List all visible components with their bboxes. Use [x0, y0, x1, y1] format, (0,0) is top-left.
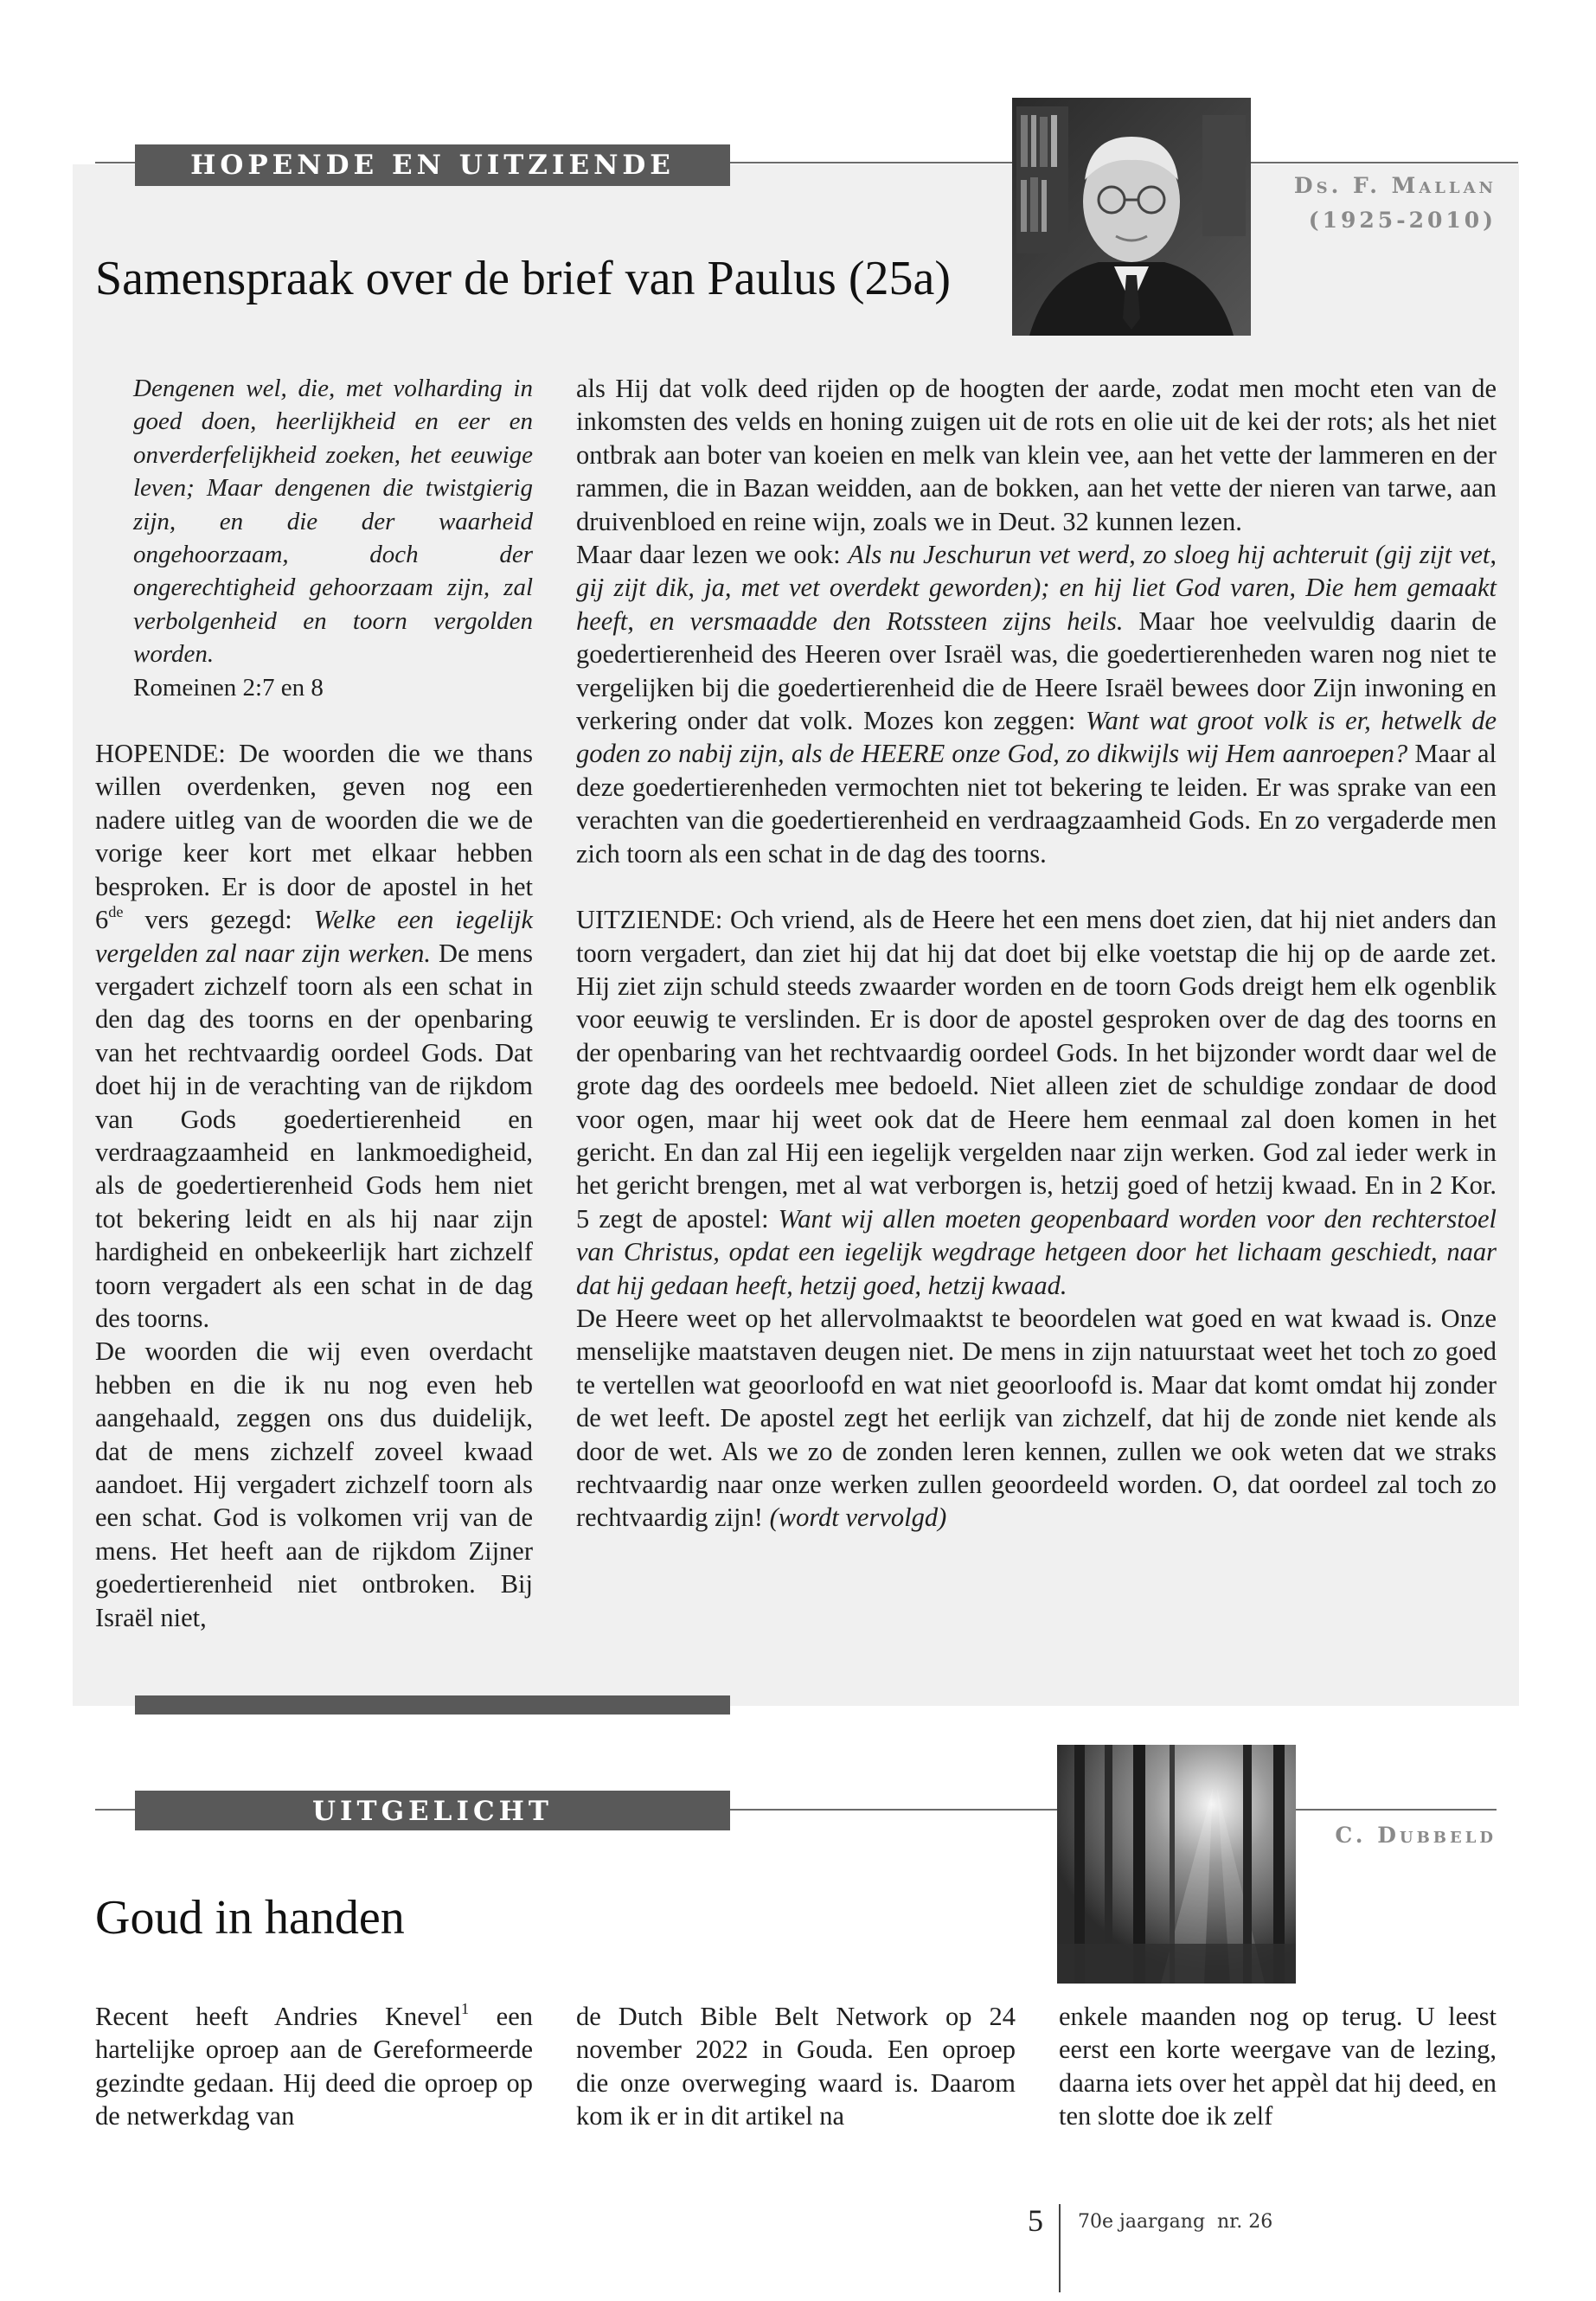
footer-divider [1059, 2204, 1061, 2292]
scripture-reference: Romeinen 2:7 en 8 [133, 673, 324, 702]
article2-column-3: enkele maanden nog op terug. U leest eerst een korte weergave van de lezing, daarna iets over het appèl dat hij deed, en ten slotte doe ik zelf [1059, 2002, 1497, 2131]
article-right-column [576, 372, 1497, 1535]
forest-photo [1057, 1745, 1296, 1984]
article-title-2: Goud in handen [95, 1891, 405, 1945]
author-portrait [1012, 98, 1251, 336]
article-left-column [95, 372, 533, 1634]
author-name-2: C. Dubbeld [1335, 1823, 1497, 1848]
article2-column-2: de Dutch Bible Belt Network op 24 november 2022 in Gouda. Een oproep die onze overweging waard is. Daarom kom ik er in dit artikel na [576, 2002, 1016, 2131]
paragraph-uitziende: UITZIENDE: Och vriend, als de Heere het een mens doet zien, dat hij niet anders dan toorn vergadert, dan ziet hij dat hij dat doet bij elke voetstap die hij op de aarde zet. Hij ziet zijn schuld steeds zwaarder worden en de toorn Gods dreigt hem elk ogenblik voor eeuwig te verslinden. Er is door de apostel gesproken over de dag des toorns en der openbaring van het rechtvaardig oordeel Gods. In het bijzonder wordt daar wel de grote dag des oordeels mee bedoeld. Niet alleen ziet de schuldige zondaar de dood voor ogen, maar hij weet ook dat de Heere hem eenmaal zal doen komen in het gericht. En dan zal Hij een iegelijk vergelden naar zijn werken. God zal ieder werk in het gericht brengen, met al wat verborgen is, hetzij goed of hetzij kwaad. En in 2 Kor. 5 zegt de apostel: Want wij allen moeten geopenbaard worden voor den rechterstoel van Christus, opdat een iegelijk wegdrage hetgeen door het lichaam geschiedt, naar dat hij gedaan heeft, hetzij goed, hetzij kwaad. [576, 905, 1497, 1300]
section-banner: HOPENDE EN UITZIENDE [135, 144, 730, 186]
author-name: Ds. F. Mallan [1293, 173, 1497, 198]
paragraph-left-2: De woorden die wij even overdacht hebben en die ik nu nog even heb aangehaald, zeggen ons dus duidelijk, dat de mens zichzelf zoveel kwaad aandoet. Hij vergadert zichzelf toorn als een schat. God is volkomen vrij van de mens. Het heeft aan de rijkdom Zijner goedertierenheid niet ontbroken. Bij Israël niet, [95, 1336, 533, 1632]
paragraph-hopende: HOPENDE: De woorden die we thans willen overdenken, geven nog een nadere uitleg van de woorden die we de vorige keer kort met elkaar hebben besproken. Er is door de apostel in het 6de vers gezegd: Welke een iegelijk vergelden zal naar zijn werken. De mens vergadert zichzelf toorn als een schat in den dag des toorns en der openbaring van het rechtvaardig oordeel Gods. Dat doet hij in de verachting van de rijkdom van Gods goedertierenheid en verdraagzaamheid en lankmoedigheid, als de goedertierenheid Gods hem niet tot bekering leidt en als hij naar zijn hardigheid en onbekeerlijk hart zichzelf toorn vergadert als een schat in de dag des toorns. [95, 739, 533, 1333]
article-bottom-bar [135, 1695, 730, 1715]
paragraph-right-4: De Heere weet op het allervolmaaktst te beoordelen wat goed en wat kwaad is. Onze menselijke maatstaven deugen niet. De mens in zijn natuurstaat weet het toch zo goed te vertellen wat geoorloofd en wat niet geoorloofd is. Maar dat komt omdat hij zonder de wet leeft. De apostel zegt het eerlijk van zichzelf, dat hij de zonde niet kende als door de wet. Als we zo de zonden leren kennen, zullen we ook weten dat we straks rechtvaardig naar onze werken zullen geoordeeld worden. O, dat oordeel zal toch zo rechtvaardig zijn! (wordt vervolgd) [576, 1303, 1497, 1533]
scripture-quote: Dengenen wel, die, met volharding in goed doen, heerlijkheid en eer en onverderfelijkheid zoeken, het eeuwige leven; Maar dengenen die twistgierig zijn, en die der waarheid ongehoorzaam, doch der ongerechtigheid gehoorzaam zijn, zal verbolgenheid en toorn vergolden worden. [133, 375, 533, 669]
issue-info: 70e jaargang nr. 26 [1078, 2211, 1273, 2233]
article-title: Samenspraak over de brief van Paulus (25a) [95, 252, 951, 305]
section-banner-2: UITGELICHT [135, 1791, 730, 1830]
paragraph-right-1: als Hij dat volk deed rijden op de hoogten der aarde, zodat men mocht eten van de inkomsten des velds en honing zuigen uit de rots en olie uit de kei der rots; als het niet ontbrak aan boter van koeien en melk van klein vee, aan het vette der lammeren en der rammen, die in Bazan weidden, aan de bokken, aan het vette der nieren van tarwe, aan druivenbloed en reine wijn, zoals we in Deut. 32 kunnen lezen. [576, 374, 1497, 536]
article2-column-1: Recent heeft Andries Knevel$^1$ een hartelijke oproep aan de Gereformeerde gezindte gedaan. Hij deed die oproep op de netwerkdag van [95, 2000, 533, 2131]
author-years: (1925-2010) [1308, 208, 1497, 233]
paragraph-right-2: Maar daar lezen we ook: Als nu Jeschurun vet werd, zo sloeg hij achteruit (gij zijt vet, gij zijt dik, ja, met vet overdekt geworden); en hij liet God varen, Die hem gemaakt heeft, en versmaadde den Rotssteen zijns heils. Maar hoe veelvuldig daarin de goedertierenheid des Heeren over Israël was, die goedertierenheden waren nog niet te vergelijken bij die goedertierenheid die de Heere Israël bewees door Zijn inwoning en verkering onder dat volk. Mozes kon zeggen: Want wat groot volk is er, hetwelk de goden zo nabij zijn, als de HEERE onze God, zo dikwijls wij Hem aanroepen? Maar al deze goedertierenheden vermochten niet tot bekering te leiden. Er was sprake van een verachten van die goedertierenheid en verdraagzaamheid Gods. En zo vergaderde men zich toorn als een schat in de dag des toorns. [576, 540, 1497, 868]
page-number: 5 [1028, 2203, 1043, 2238]
